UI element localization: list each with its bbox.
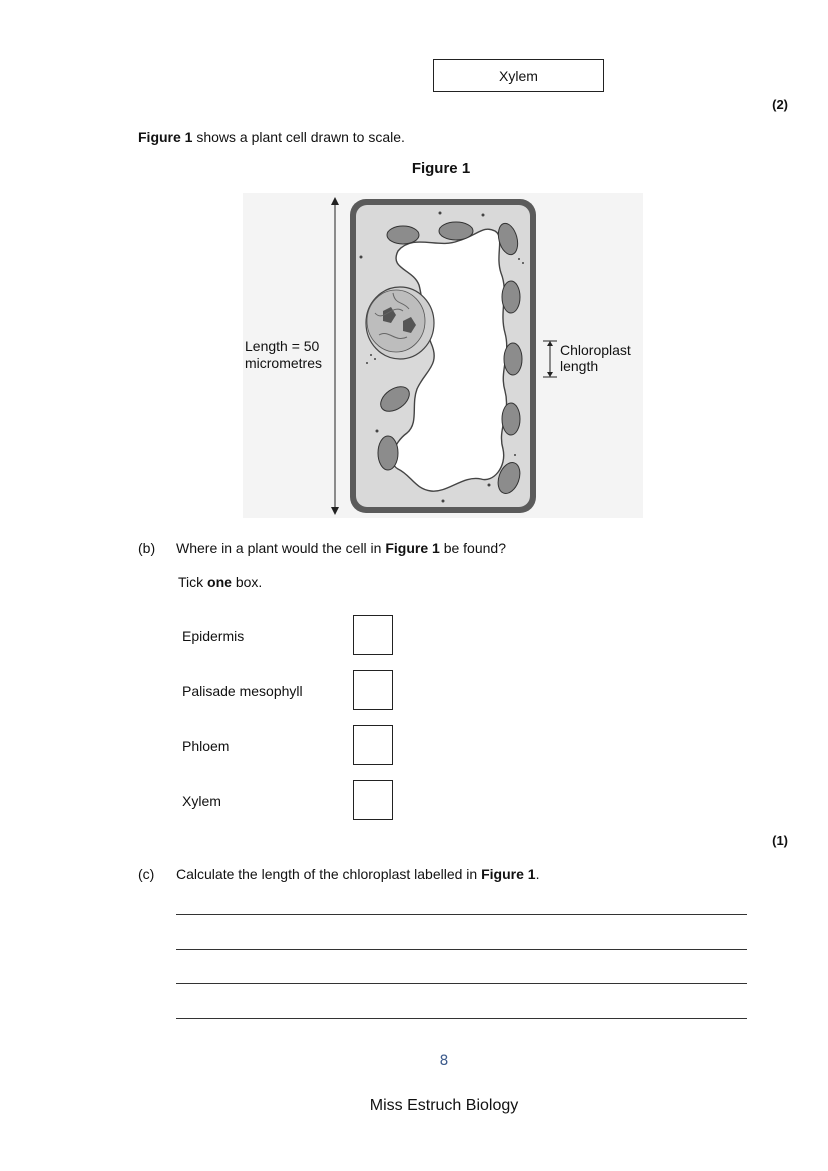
marks-part-a: (2) bbox=[772, 97, 788, 112]
length-label-line1: Length = 50 bbox=[245, 338, 320, 354]
option-label-xylem: Xylem bbox=[182, 793, 221, 809]
marks-part-b: (1) bbox=[772, 833, 788, 848]
nucleus bbox=[366, 287, 434, 359]
chloroplast-label-line1: Chloroplast bbox=[560, 342, 631, 358]
intro-text bbox=[138, 129, 405, 145]
question-b-instruction bbox=[178, 574, 262, 590]
question-c-text bbox=[176, 866, 539, 882]
chloroplast-label-line2: length bbox=[560, 358, 599, 374]
previous-answer-box bbox=[433, 59, 604, 92]
page-number: 8 bbox=[439, 1053, 449, 1069]
question-b-text-start: Where in a plant would the cell in bbox=[176, 540, 386, 556]
option-label-epidermis: Epidermis bbox=[182, 628, 245, 644]
tick-box-phloem[interactable] bbox=[353, 725, 393, 765]
intro-body: shows a plant cell drawn to scale. bbox=[192, 129, 405, 145]
previous-answer-text: Xylem bbox=[499, 67, 538, 84]
answer-line-1[interactable] bbox=[176, 914, 747, 915]
question-b-text bbox=[176, 540, 506, 556]
question-b-number: (b) bbox=[138, 540, 156, 556]
instruction-emphasis: one bbox=[207, 574, 232, 590]
plant-cell-figure bbox=[243, 193, 643, 518]
tick-box-epidermis[interactable] bbox=[353, 615, 393, 655]
question-b-figure-ref: Figure 1 bbox=[385, 540, 440, 556]
instruction-end: box. bbox=[231, 574, 263, 590]
answer-line-4[interactable] bbox=[176, 1018, 747, 1019]
tick-box-palisade-mesophyll[interactable] bbox=[353, 670, 393, 710]
option-label-palisade-mesophyll: Palisade mesophyll bbox=[182, 683, 303, 699]
answer-line-3[interactable] bbox=[176, 983, 747, 984]
question-b-text-end: be found? bbox=[439, 540, 506, 556]
figure-title: Figure 1 bbox=[411, 160, 471, 177]
tick-box-xylem[interactable] bbox=[353, 780, 393, 820]
question-c-text-start: Calculate the length of the chloroplast labelled in bbox=[176, 866, 482, 882]
instruction-start: Tick bbox=[178, 574, 208, 590]
question-c-figure-ref: Figure 1 bbox=[481, 866, 536, 882]
question-c-text-end: . bbox=[535, 866, 540, 882]
page-footer: Miss Estruch Biology bbox=[369, 1097, 519, 1114]
question-c-number: (c) bbox=[138, 866, 155, 882]
option-label-phloem: Phloem bbox=[182, 738, 230, 754]
length-label-line2: micrometres bbox=[245, 355, 323, 371]
answer-line-2[interactable] bbox=[176, 949, 747, 950]
intro-figure-ref: Figure 1 bbox=[138, 129, 193, 145]
